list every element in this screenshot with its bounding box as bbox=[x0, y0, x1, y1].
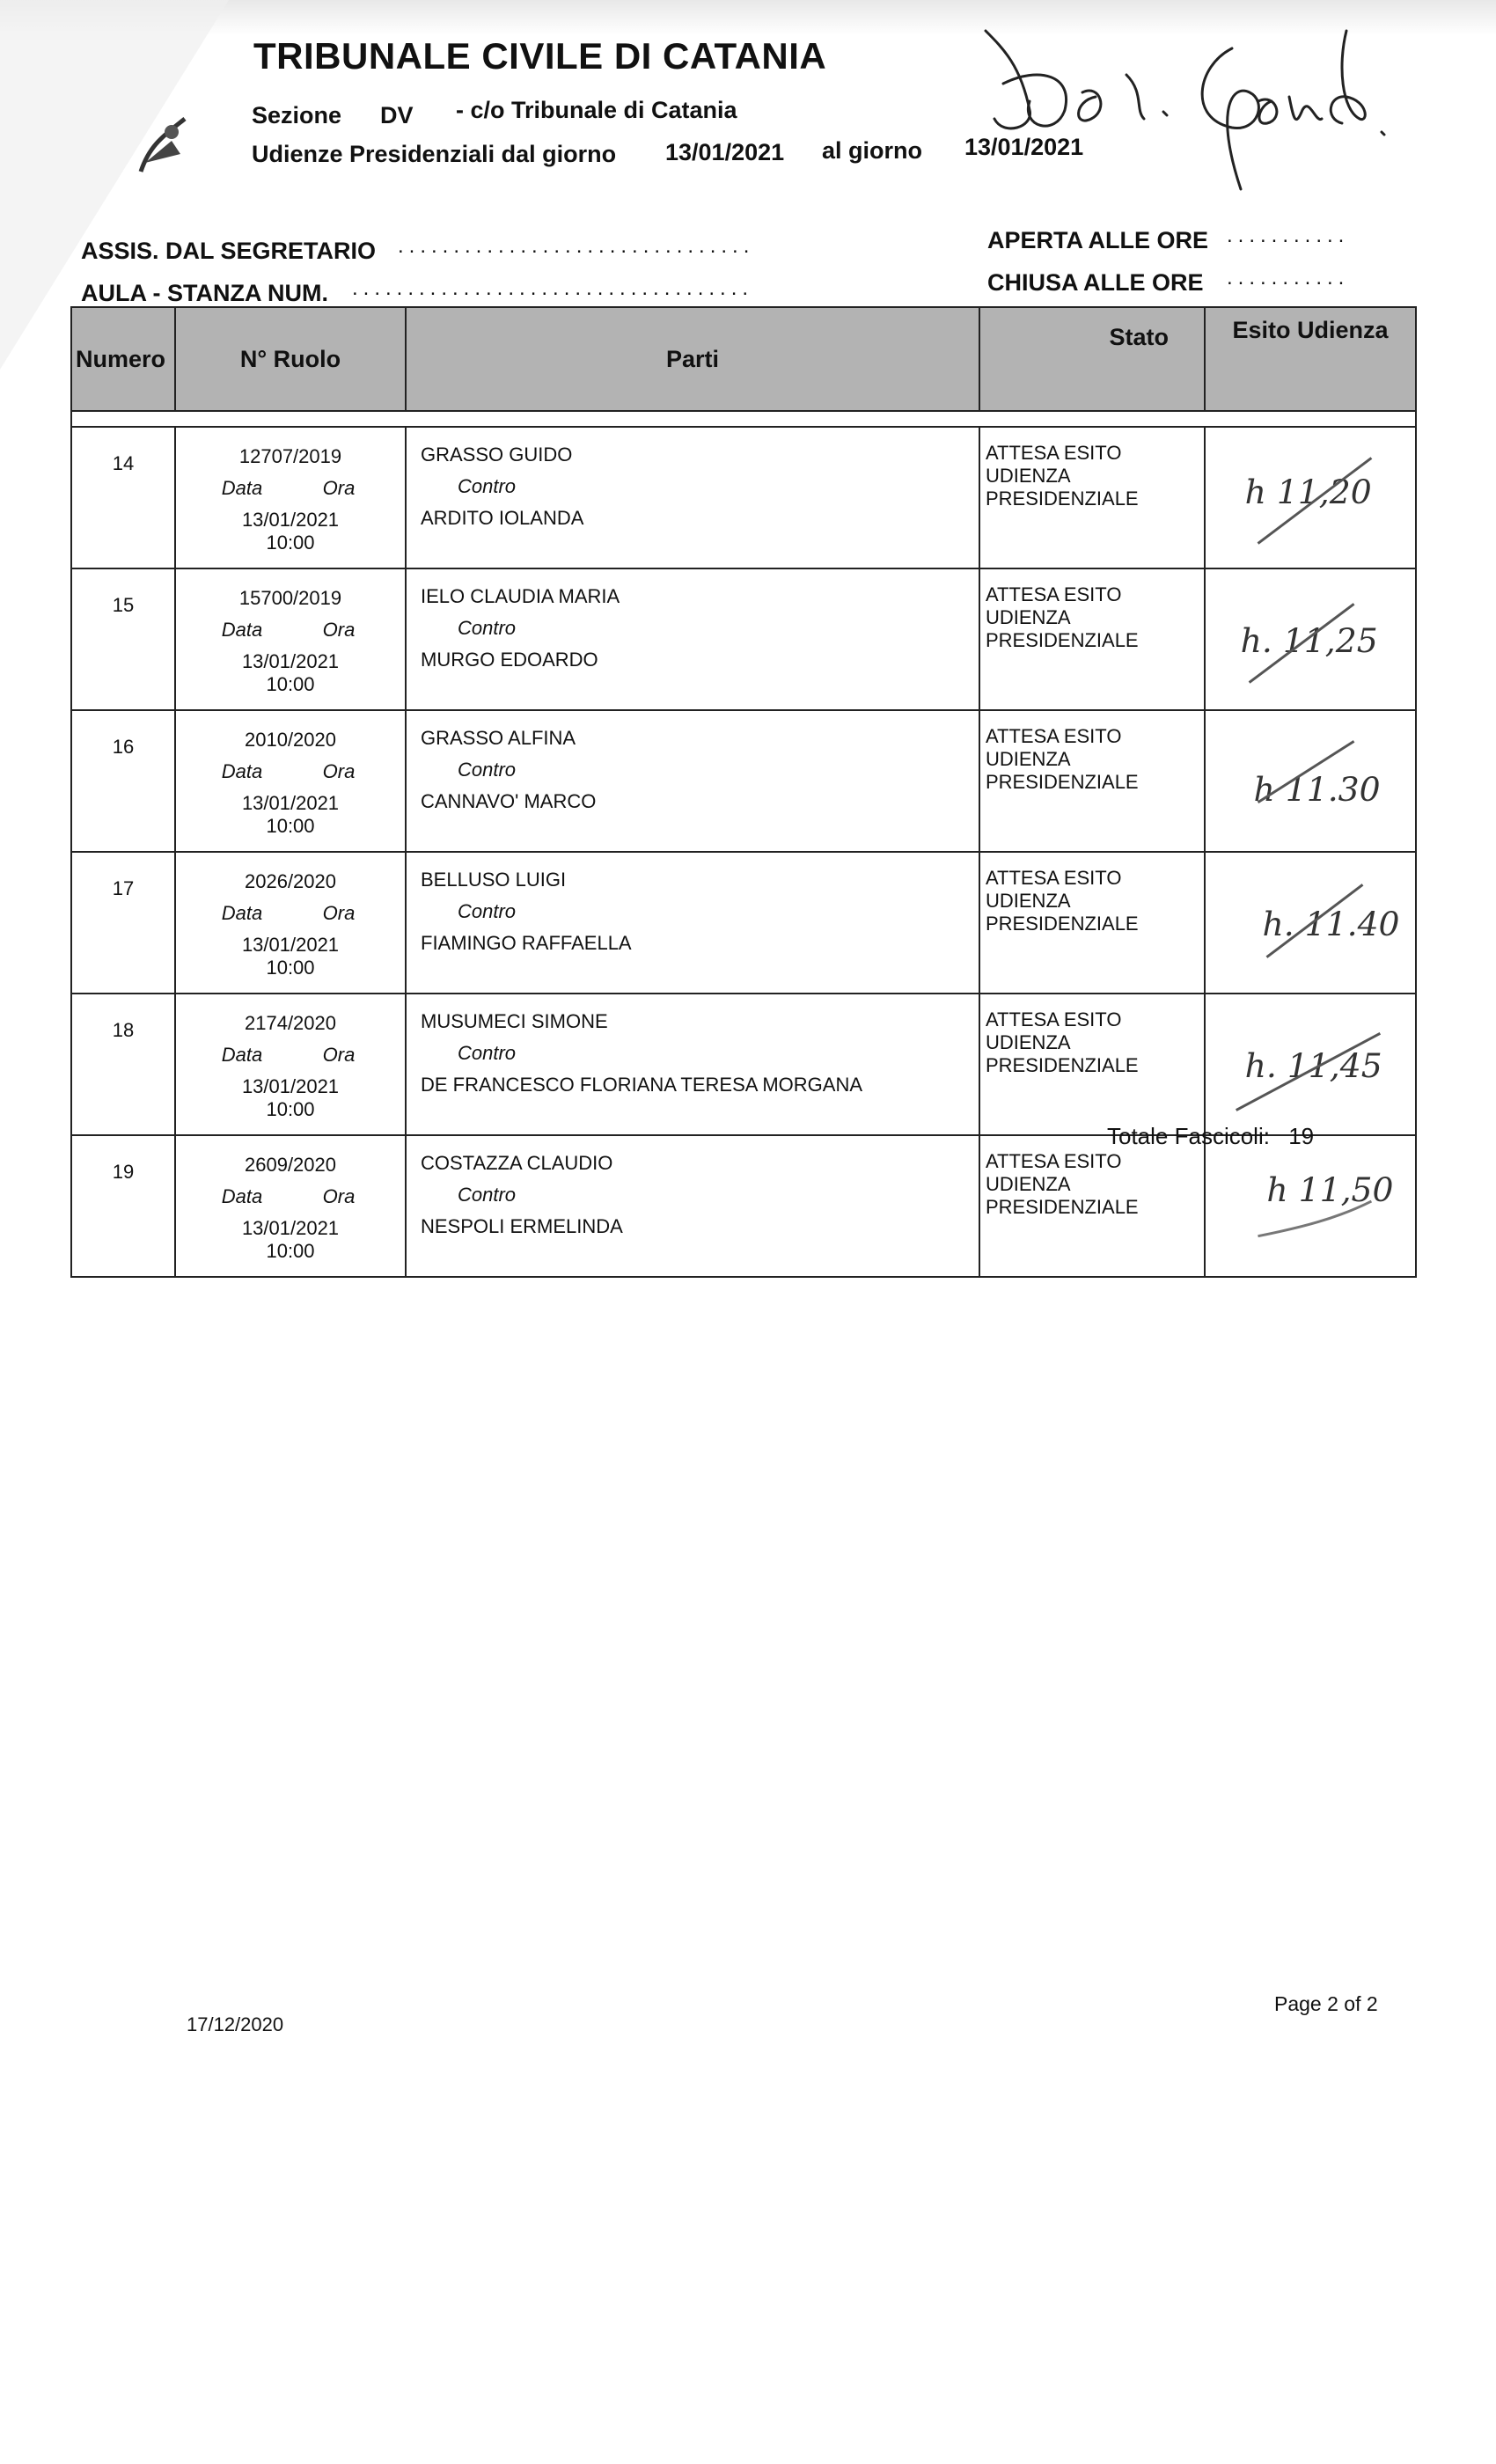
row-stato: ATTESA ESITO UDIENZA PRESIDENZIALE bbox=[979, 994, 1205, 1135]
row-parti bbox=[406, 568, 979, 710]
row-ruolo bbox=[175, 994, 406, 1135]
parte-ricorrente: GRASSO GUIDO bbox=[421, 444, 573, 466]
parte-ricorrente: MUSUMECI SIMONE bbox=[421, 1010, 608, 1032]
data-label: Data bbox=[221, 1044, 263, 1066]
row-ruolo bbox=[175, 852, 406, 994]
ora-label: Ora bbox=[322, 1044, 356, 1066]
ruolo-number: 2026/2020 bbox=[245, 870, 336, 892]
totale-fascicoli bbox=[1107, 1123, 1314, 1150]
table-row bbox=[71, 710, 1416, 852]
row-ruolo bbox=[175, 427, 406, 568]
ruolo-number: 2010/2020 bbox=[245, 729, 336, 751]
totale-label: Totale Fascicoli: bbox=[1107, 1123, 1270, 1149]
row-parti bbox=[406, 994, 979, 1135]
court-emblem-icon bbox=[132, 110, 194, 176]
aula-dots: .................................... bbox=[352, 276, 754, 300]
aperta-dots: ........... bbox=[1227, 224, 1350, 247]
dal-giorno-value: 13/01/2021 bbox=[665, 139, 785, 165]
esito-handwriting bbox=[1206, 1136, 1415, 1276]
court-title: TRIBUNALE CIVILE DI CATANIA bbox=[253, 35, 827, 77]
row-ruolo bbox=[175, 1135, 406, 1277]
judge-signature bbox=[968, 13, 1390, 207]
data-label: Data bbox=[221, 902, 263, 924]
esito-text: h 11,20 bbox=[1244, 472, 1372, 511]
ora-label: Ora bbox=[322, 477, 356, 499]
data-value: 13/01/2021 bbox=[241, 650, 340, 672]
contro-label: Contro bbox=[458, 759, 517, 781]
row-esito bbox=[1205, 852, 1416, 994]
page-number: Page 2 of 2 bbox=[1274, 1992, 1378, 2015]
row-esito bbox=[1205, 994, 1416, 1135]
row-esito bbox=[1205, 710, 1416, 852]
chiusa-label: CHIUSA ALLE ORE bbox=[987, 269, 1204, 296]
esito-handwriting bbox=[1206, 994, 1415, 1134]
ruolo-number: 15700/2019 bbox=[238, 587, 342, 609]
aperta-label: APERTA ALLE ORE bbox=[987, 227, 1209, 253]
row-esito bbox=[1205, 427, 1416, 568]
totale-value: 19 bbox=[1288, 1123, 1315, 1149]
col-numero: Numero bbox=[71, 307, 175, 411]
segretario-label: ASSIS. DAL SEGRETARIO bbox=[81, 238, 377, 264]
ora-value: 10:00 bbox=[266, 1240, 315, 1262]
data-value: 13/01/2021 bbox=[241, 1217, 340, 1239]
row-numero: 17 bbox=[71, 852, 175, 994]
esito-text: h. 11,25 bbox=[1240, 620, 1378, 660]
ruolo-number: 12707/2019 bbox=[238, 445, 342, 467]
parte-resistente: CANNAVO' MARCO bbox=[421, 790, 597, 812]
ora-value: 10:00 bbox=[266, 1098, 315, 1120]
row-esito bbox=[1205, 568, 1416, 710]
data-value: 13/01/2021 bbox=[241, 1075, 340, 1097]
parte-resistente: MURGO EDOARDO bbox=[421, 649, 598, 671]
parte-resistente: NESPOLI ERMELINDA bbox=[421, 1215, 623, 1237]
col-parti: Parti bbox=[406, 307, 979, 411]
sezione-value: DV bbox=[380, 102, 414, 128]
esito-text: h. 11.40 bbox=[1262, 904, 1400, 943]
esito-handwriting bbox=[1206, 853, 1415, 993]
row-parti bbox=[406, 427, 979, 568]
esito-text: h 11.30 bbox=[1253, 769, 1381, 809]
row-numero: 18 bbox=[71, 994, 175, 1135]
parte-ricorrente: BELLUSO LUIGI bbox=[421, 869, 567, 891]
contro-label: Contro bbox=[458, 1184, 517, 1206]
row-stato: ATTESA ESITO UDIENZA PRESIDENZIALE bbox=[979, 710, 1205, 852]
row-esito bbox=[1205, 1135, 1416, 1277]
esito-handwriting bbox=[1206, 711, 1415, 851]
row-parti bbox=[406, 1135, 979, 1277]
ora-value: 10:00 bbox=[266, 815, 315, 837]
row-numero: 15 bbox=[71, 568, 175, 710]
parte-resistente: ARDITO IOLANDA bbox=[421, 507, 584, 529]
sede-text: - c/o Tribunale di Catania bbox=[456, 97, 737, 123]
row-stato: ATTESA ESITO UDIENZA PRESIDENZIALE bbox=[979, 427, 1205, 568]
data-value: 13/01/2021 bbox=[241, 934, 340, 956]
row-stato: ATTESA ESITO UDIENZA PRESIDENZIALE bbox=[979, 852, 1205, 994]
contro-label: Contro bbox=[458, 1042, 517, 1064]
parte-ricorrente: GRASSO ALFINA bbox=[421, 727, 576, 749]
ora-value: 10:00 bbox=[266, 532, 315, 554]
esito-handwriting bbox=[1206, 569, 1415, 709]
parte-ricorrente: COSTAZZA CLAUDIO bbox=[421, 1152, 613, 1174]
contro-label: Contro bbox=[458, 900, 517, 922]
data-label: Data bbox=[221, 477, 263, 499]
ruolo-number: 2609/2020 bbox=[245, 1154, 336, 1176]
table-row bbox=[71, 852, 1416, 994]
table-header-row bbox=[71, 307, 1416, 411]
esito-text: h 11,50 bbox=[1266, 1170, 1394, 1210]
footer-date: 17/12/2020 bbox=[187, 2013, 284, 2035]
data-label: Data bbox=[221, 619, 263, 641]
parte-resistente: FIAMINGO RAFFAELLA bbox=[421, 932, 632, 954]
parte-resistente: DE FRANCESCO FLORIANA TERESA MORGANA bbox=[421, 1074, 863, 1096]
ora-label: Ora bbox=[322, 760, 356, 782]
parte-ricorrente: IELO CLAUDIA MARIA bbox=[421, 585, 620, 607]
ora-label: Ora bbox=[322, 1185, 356, 1207]
data-label: Data bbox=[221, 760, 263, 782]
esito-text: h. 11,45 bbox=[1244, 1045, 1382, 1085]
data-value: 13/01/2021 bbox=[241, 509, 340, 531]
row-parti bbox=[406, 852, 979, 994]
ora-label: Ora bbox=[322, 619, 356, 641]
col-esito: Esito Udienza bbox=[1205, 307, 1416, 411]
table-row bbox=[71, 1135, 1416, 1277]
al-giorno-label: al giorno bbox=[822, 137, 922, 164]
table-spacer bbox=[71, 411, 1416, 427]
ruolo-number: 2174/2020 bbox=[245, 1012, 336, 1034]
row-ruolo bbox=[175, 568, 406, 710]
table-row bbox=[71, 994, 1416, 1135]
row-stato: ATTESA ESITO UDIENZA PRESIDENZIALE bbox=[979, 568, 1205, 710]
table-row bbox=[71, 568, 1416, 710]
row-numero: 19 bbox=[71, 1135, 175, 1277]
row-stato: ATTESA ESITO UDIENZA PRESIDENZIALE bbox=[979, 1135, 1205, 1277]
row-parti bbox=[406, 710, 979, 852]
row-numero: 14 bbox=[71, 427, 175, 568]
row-numero: 16 bbox=[71, 710, 175, 852]
segretario-dots: ................................ bbox=[398, 234, 755, 258]
row-ruolo bbox=[175, 710, 406, 852]
udienze-label: Udienze Presidenziali dal giorno bbox=[252, 141, 617, 167]
data-value: 13/01/2021 bbox=[241, 792, 340, 814]
contro-label: Contro bbox=[458, 617, 517, 639]
ora-label: Ora bbox=[322, 902, 356, 924]
al-giorno-value: 13/01/2021 bbox=[964, 134, 1084, 160]
table-row bbox=[71, 427, 1416, 568]
chiusa-dots: ........... bbox=[1227, 266, 1350, 290]
data-label: Data bbox=[221, 1185, 263, 1207]
col-stato: Stato bbox=[979, 307, 1205, 411]
ora-value: 10:00 bbox=[266, 673, 315, 695]
sezione-label: Sezione bbox=[252, 102, 342, 128]
contro-label: Contro bbox=[458, 475, 517, 497]
col-ruolo: N° Ruolo bbox=[175, 307, 406, 411]
aula-label: AULA - STANZA NUM. bbox=[81, 280, 328, 306]
ora-value: 10:00 bbox=[266, 957, 315, 979]
esito-handwriting bbox=[1206, 428, 1415, 568]
